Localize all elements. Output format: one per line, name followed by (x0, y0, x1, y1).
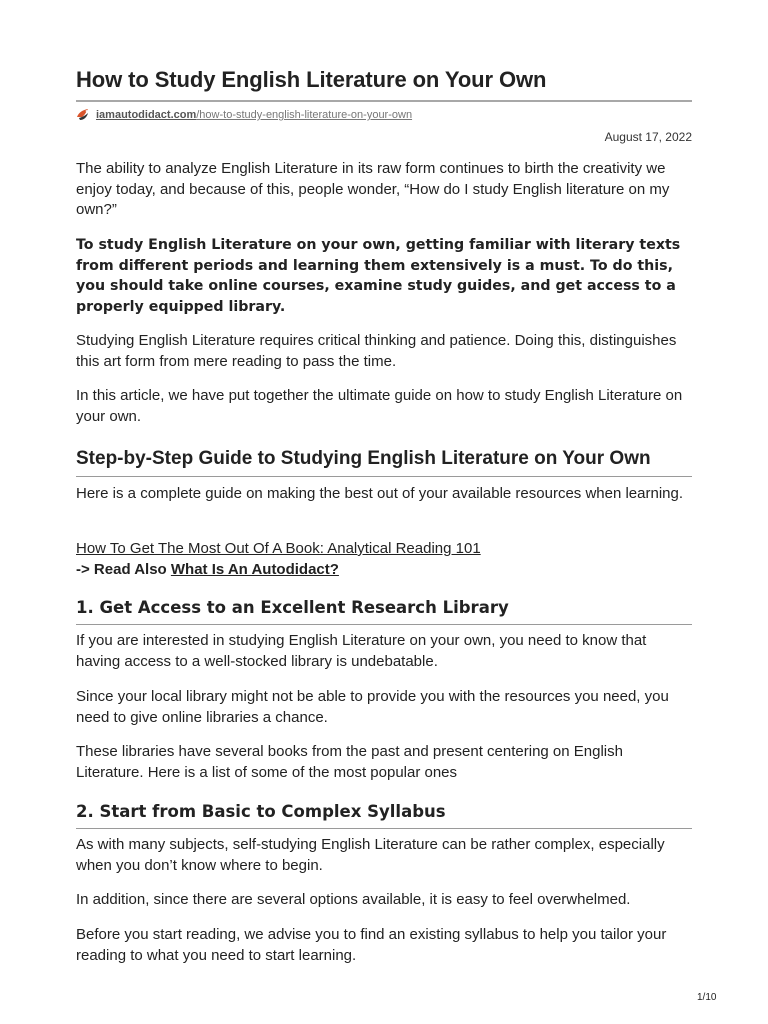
library-paragraph-2: Since your local library might not be able to provide you with the resources you need, you need to give online libraries a chance. (76, 688, 669, 726)
publish-date: August 17, 2022 (604, 130, 692, 144)
section-heading-syllabus: 2. Start from Basic to Complex Syllabus (76, 802, 446, 821)
section-divider (76, 828, 692, 829)
read-also-prefix: -> Read Also (76, 561, 167, 578)
guide-intro-paragraph: In this article, we have put together the ultimate guide on how to study English Literature on your own. (76, 387, 683, 425)
analytical-reading-line (76, 539, 692, 560)
intro-paragraph: The ability to analyze English Literature in its raw form continues to birth the creativity we enjoy today, and because of this, people wonder, “How do I study English literature on my own?” (76, 160, 670, 218)
syllabus-paragraph-2: In addition, since there are several options available, it is easy to feel overwhelmed. (76, 891, 631, 908)
read-also-link[interactable]: What Is An Autodidact? (170, 561, 339, 578)
summary-bold-paragraph: To study English Literature on your own, getting familiar with literary texts from different periods and learning them extensively is a must. To do this, you should take online courses, examine study guides, and get access to a properly equipped library. (76, 237, 681, 315)
section-heading-step-by-step: Step-by-Step Guide to Studying English Literature on Your Own (76, 448, 651, 469)
source-domain-link[interactable]: iamautodidact.com (96, 109, 197, 121)
article-title: How to Study English Literature on Your Own (76, 67, 547, 92)
critical-thinking-paragraph: Studying English Literature requires critical thinking and patience. Doing this, distinguishes this art form from mere reading to pass the time. (76, 332, 677, 370)
title-divider (76, 100, 692, 102)
syllabus-paragraph-3: Before you start reading, we advise you to find an existing syllabus to help you tailor your reading to what you need to start learning. (76, 926, 667, 964)
source-path-link[interactable]: /how-to-study-english-literature-on-your-own (196, 109, 413, 121)
syllabus-paragraph-1: As with many subjects, self-studying English Literature can be rather complex, especially when you don’t know where to begin. (76, 836, 665, 874)
bird-favicon-icon (76, 108, 90, 122)
complete-guide-paragraph: Here is a complete guide on making the best out of your available resources when learning. (76, 485, 684, 502)
section-divider (76, 476, 692, 477)
section-divider (76, 624, 692, 625)
read-also-line (76, 560, 339, 581)
section-heading-library: 1. Get Access to an Excellent Research Library (76, 598, 509, 617)
library-paragraph-1: If you are interested in studying English Literature on your own, you need to know that having access to a well-stocked library is undebatable. (76, 632, 647, 670)
source-line[interactable] (76, 107, 412, 123)
library-paragraph-3: These libraries have several books from the past and present centering on English Literature. Here is a list of some of the most popular ones (76, 743, 623, 781)
page-indicator: 1/10 (697, 992, 717, 1003)
analytical-reading-link[interactable]: How To Get The Most Out Of A Book: Analytical Reading 101 (76, 540, 481, 557)
